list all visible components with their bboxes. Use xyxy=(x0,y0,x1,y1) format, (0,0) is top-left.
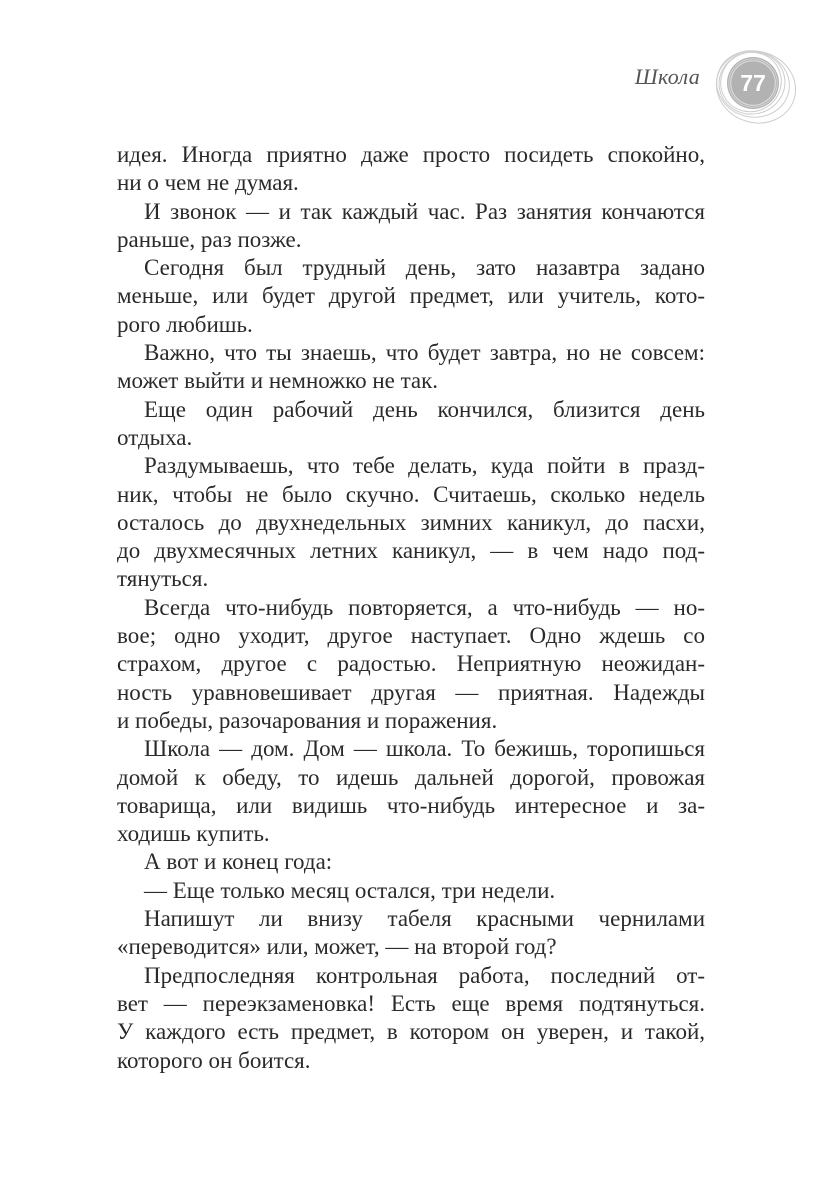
text-line: «переводится» или, может, — на второй год? xyxy=(117,934,557,960)
text-line: вое; одно уходит, другое наступает. Одно ждешь со xyxy=(117,623,705,649)
text-line: ни о чем не думая. xyxy=(117,170,299,196)
text-line: отдыха. xyxy=(117,424,193,450)
text-line: товарища, или видишь что-нибудь интересное и за- xyxy=(117,792,705,818)
text-line: раньше, раз позже. xyxy=(117,226,302,252)
text-line: Важно, что ты знаешь, что будет завтра, но не совсем: xyxy=(144,340,705,366)
text-line: Напишут ли внизу табеля красными чернилами xyxy=(144,906,705,932)
text-line: ник, чтобы не было скучно. Считаешь, сколько недель xyxy=(117,481,705,507)
text-line: страхом, другое с радостью. Неприятную неожидан- xyxy=(117,651,705,677)
text-line: домой к обеду, то идешь дальней дорогой, провожая xyxy=(117,764,705,790)
text-line: Школа — дом. Дом — школа. То бежишь, торопишься xyxy=(144,736,705,762)
text-line: Сегодня был трудный день, зато назавтра задано xyxy=(144,255,705,281)
text-line: А вот и конец года: xyxy=(144,849,333,875)
text-line: Еще один рабочий день кончился, близится день xyxy=(144,396,705,422)
text-line: тянуться. xyxy=(117,566,209,592)
page-number: 77 xyxy=(740,69,766,96)
text-line: Предпоследняя контрольная работа, последний от- xyxy=(144,962,705,988)
text-line: до двухмесячных летних каникул, — в чем надо под- xyxy=(117,538,705,564)
text-line: ность уравновешивает другая — приятная. Надежды xyxy=(117,679,705,705)
text-line: которого он боится. xyxy=(117,1047,311,1073)
text-line: идея. Иногда приятно даже просто посидеть спокойно, xyxy=(117,142,705,167)
text-line: вет — переэкзаменовка! Есть еще время подтянуться. xyxy=(117,990,705,1016)
running-head-chapter-title: Школа xyxy=(634,64,700,89)
text-line: меньше, или будет другой предмет, или учитель, кото- xyxy=(117,283,705,309)
text-line: И звонок — и так каждый час. Раз занятия кончаются xyxy=(144,198,705,224)
text-line: У каждого есть предмет, в котором он уверен, и такой, xyxy=(117,1019,705,1045)
text-line: Раздумываешь, что тебе делать, куда пойти в празд- xyxy=(144,453,705,479)
page-number-badge xyxy=(702,40,806,132)
text-line: может выйти и немножко не так. xyxy=(117,368,439,394)
text-line: осталось до двухнедельных зимних каникул, до пасхи, xyxy=(117,509,705,535)
text-line: ходишь купить. xyxy=(117,821,270,847)
text-line: рого любишь. xyxy=(117,311,253,337)
text-line: — Еще только месяц остался, три недели. xyxy=(144,877,556,903)
body-text xyxy=(117,141,705,1075)
text-line: Всегда что-нибудь повторяется, а что-нибудь — но- xyxy=(144,594,705,620)
text-line: и победы, разочарования и поражения. xyxy=(117,707,498,733)
